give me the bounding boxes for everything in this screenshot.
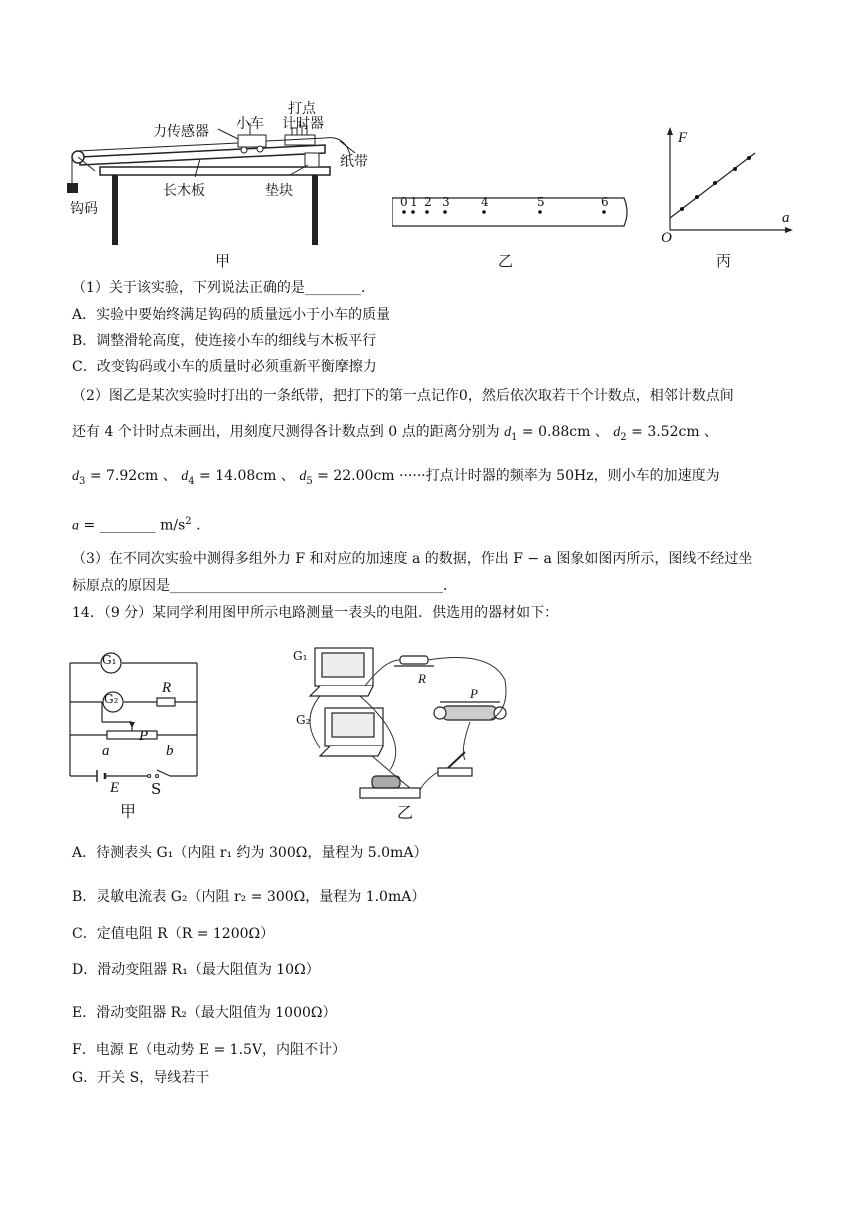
value-d5: 22.00cm: [333, 468, 395, 484]
circuit-r: R: [162, 680, 172, 696]
tape-tick-3: 3: [442, 195, 450, 209]
q2-answer-blank: = ________: [79, 517, 161, 534]
graph-axis-a: a: [782, 210, 790, 226]
circuit-g1: G₁: [102, 653, 117, 667]
q3-line2: 标原点的原因是_______________________________________.: [72, 578, 448, 594]
tape-tick-4: 4: [481, 195, 489, 209]
circuit-a: a: [102, 743, 110, 759]
option-b: B．灵敏电流表 G₂（内阻 r₂ = 300Ω，量程为 1.0mA）: [72, 889, 426, 905]
tape-tick-0: 0: [400, 195, 408, 209]
value-d1: 0.88cm: [538, 424, 591, 440]
tape-tick-2: 2: [424, 195, 432, 209]
option-c: C．定值电阻 R（R = 1200Ω）: [72, 926, 275, 942]
circuit-s: S: [151, 780, 162, 798]
q2-a-symbol: a: [72, 518, 79, 534]
caption-yi: 乙: [498, 252, 514, 270]
caption-jia: 甲: [215, 252, 231, 270]
caption-bing: 丙: [716, 252, 732, 270]
q1-option-a: A．实验中要始终满足钩码的质量远小于小车的质量: [72, 307, 391, 323]
circuit-diagram: [62, 650, 212, 790]
option-a: A．待测表头 G₁（内阻 r₁ 约为 300Ω，量程为 5.0mA）: [72, 845, 428, 861]
label-weight: 钩码: [70, 201, 98, 217]
option-d: D．滑动变阻器 R₁（最大阻值为 10Ω）: [72, 962, 320, 978]
option-e: E．滑动变阻器 R₂（最大阻值为 1000Ω）: [72, 1005, 337, 1021]
label-tape: 纸带: [340, 154, 368, 170]
components-r: R: [418, 671, 426, 686]
tape-tick-6: 6: [601, 195, 609, 209]
apparatus-figure: [60, 95, 390, 270]
circuit-g2: G₂: [104, 692, 119, 706]
components-p: P: [470, 686, 478, 701]
label-cart: 小车: [236, 116, 264, 132]
components-g1: G₁: [293, 649, 308, 663]
components-figure: [290, 640, 530, 810]
graph-origin: O: [661, 230, 672, 246]
graph-axis-f: F: [678, 130, 688, 146]
circuit-e: E: [110, 780, 120, 796]
tape-tick-5: 5: [537, 195, 545, 209]
q2-line4: a = ________ $m/s^2$ .: [72, 516, 201, 534]
label-timer-line1: 打点: [288, 101, 316, 117]
q1-option-c: C．改变钩码或小车的质量时必须重新平衡摩擦力: [72, 359, 377, 375]
tape-tick-1: 1: [410, 195, 418, 209]
q2-line3: $d_3 = 7.92cm$ 、 $d_4 = 14.08cm$ 、 $d_5 = 22.00cm$ ······打点计时器的频率为 50Hz，则小车的加速度为: [72, 468, 720, 487]
q2-line3-tail: ······打点计时器的频率为 50Hz，则小车的加速度为: [399, 468, 720, 484]
option-f: F．电源 E（电动势 E = 1.5V，内阻不计）: [72, 1042, 347, 1058]
components-g2: G₂: [296, 713, 311, 727]
caption-components-yi: 乙: [397, 803, 414, 822]
q2-unit: m/s: [160, 517, 186, 534]
caption-circuit-jia: 甲: [120, 802, 137, 821]
label-timer-line2: 计时器: [282, 116, 324, 132]
q1-option-b: B．调整滑轮高度，使连接小车的细线与木板平行: [72, 333, 377, 349]
label-block: 垫块: [265, 183, 293, 199]
q14-title: 14．（9 分）某同学利用图甲所示电路测量一表头的电阻．供选用的器材如下：: [72, 605, 559, 621]
option-g: G．开关 S，导线若干: [72, 1070, 210, 1086]
value-d2: 3.52cm: [647, 424, 700, 440]
circuit-b: b: [166, 743, 174, 759]
f-a-graph: [655, 125, 800, 240]
q2-line2-text: 还有 4 个计时点未画出，用刻度尺测得各计数点到 0 点的距离分别为: [72, 424, 500, 440]
value-d3: 7.92cm: [106, 468, 159, 484]
value-d4: 14.08cm: [215, 468, 277, 484]
q2-line2: 还有 4 个计时点未画出，用刻度尺测得各计数点到 0 点的距离分别为 $d_1 = 0.88cm$ 、 $d_2 = 3.52cm$ 、: [72, 424, 719, 443]
label-board: 长木板: [163, 183, 205, 199]
q2-line1: （2）图乙是某次实验时打出的一条纸带，把打下的第一点记作0，然后依次取若干个计数点，相邻计数点间: [72, 388, 734, 404]
q3-line1: （3）在不同次实验中测得多组外力 F 和对应的加速度 a 的数据，作出 F − a 图象如图丙所示，图线不经过坐: [72, 551, 753, 567]
q1-stem: （1）关于该实验，下列说法正确的是________.: [72, 280, 366, 296]
label-force-sensor: 力传感器: [153, 124, 209, 140]
circuit-p: P: [139, 728, 149, 744]
